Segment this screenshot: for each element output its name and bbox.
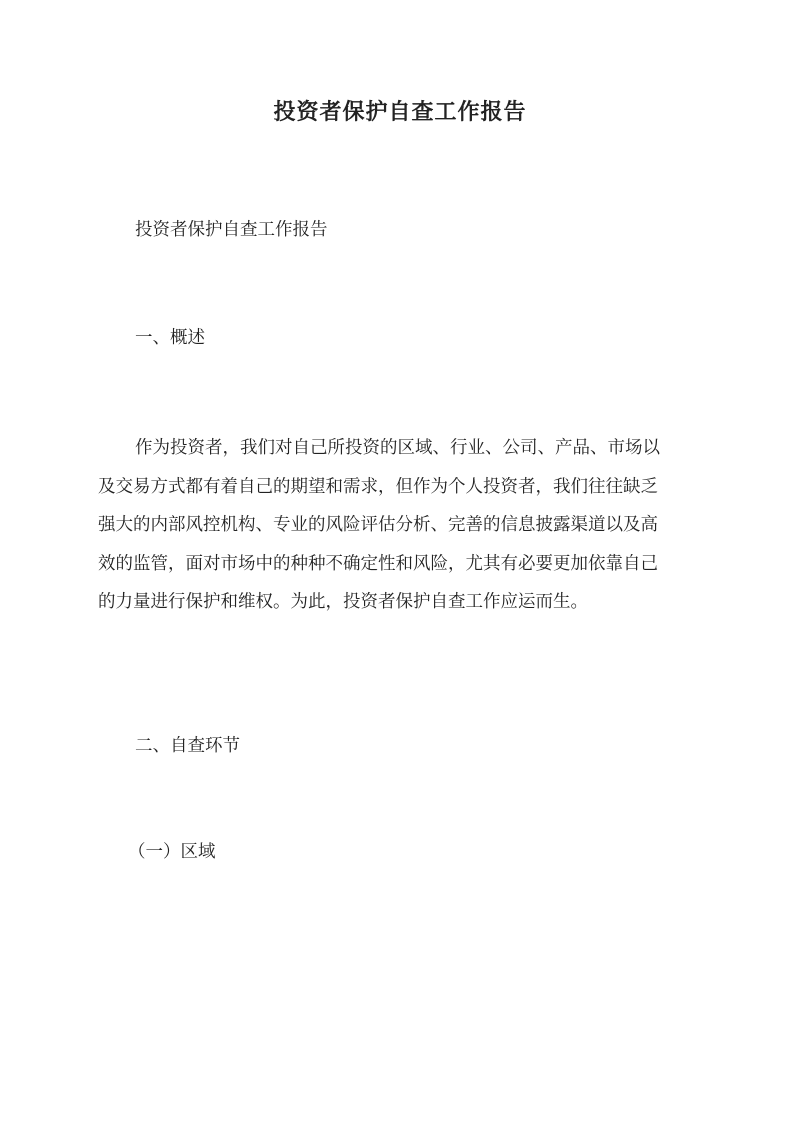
section-heading-overview: 一、概述 xyxy=(135,328,205,348)
subsection-heading-region: （一）区域 xyxy=(128,842,216,862)
paragraph-line: 的力量进行保护和维权。为此，投资者保护自查工作应运而生。 xyxy=(98,592,588,612)
paragraph-line: 及交易方式都有着自己的期望和需求，但作为个人投资者，我们往往缺乏 xyxy=(98,476,658,497)
paragraph-line: 作为投资者，我们对自己所投资的区域、行业、公司、产品、市场以 xyxy=(135,438,660,458)
paragraph-line: 强大的内部风控机构、专业的风险评估分析、完善的信息披露渠道以及高 xyxy=(98,515,658,535)
overview-paragraph xyxy=(98,429,704,622)
document-subtitle: 投资者保护自查工作报告 xyxy=(135,220,328,240)
document-title: 投资者保护自查工作报告 xyxy=(273,99,527,125)
section-heading-self-check: 二、自查环节 xyxy=(135,736,240,756)
paragraph-line: 效的监管，面对市场中的种种不确定性和风险，尤其有必要更加依靠自己 xyxy=(98,553,658,574)
